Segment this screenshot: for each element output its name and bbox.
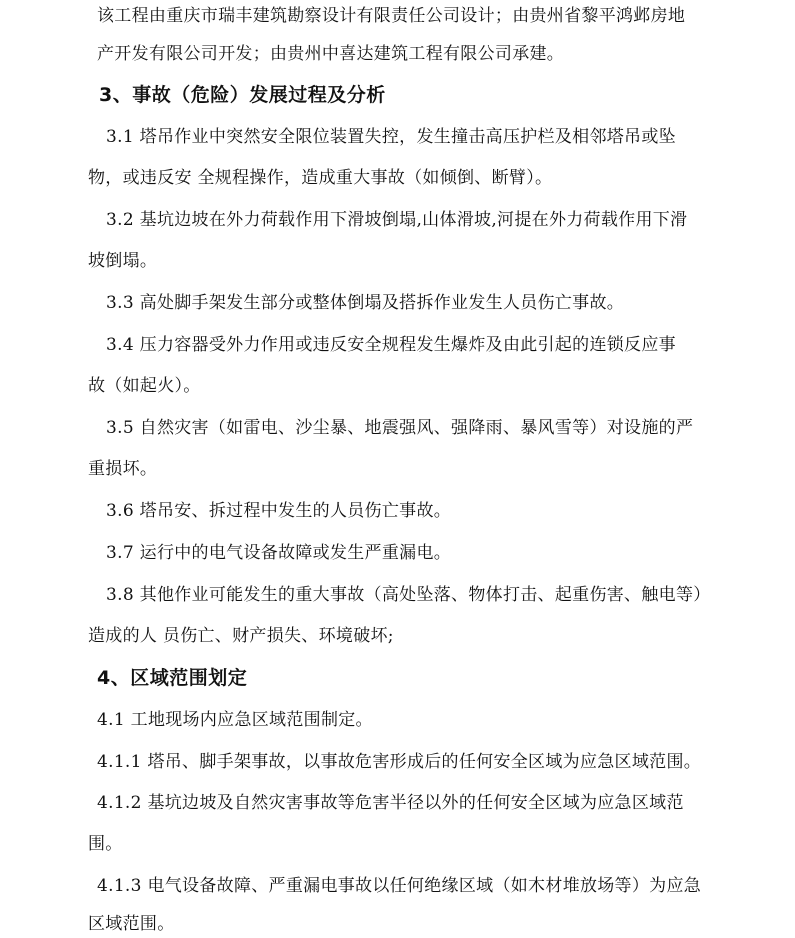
intro-line-1: 该工程由重庆市瑞丰建筑勘察设计有限责任公司设计；由贵州省黎平鸿邺房地: [97, 6, 686, 26]
paragraph-4-1-2-line-1: 4.1.2 基坑边坡及自然灾害事故等危害半径以外的任何安全区域为应急区域范: [97, 793, 684, 813]
paragraph-3-7: 3.7 运行中的电气设备故障或发生严重漏电。: [106, 543, 452, 563]
paragraph-3-4-line-1: 3.4 压力容器受外力作用或违反安全规程发生爆炸及由此引起的连锁反应事: [106, 335, 676, 355]
paragraph-3-4-line-2: 故（如起火）。: [88, 376, 201, 396]
paragraph-3-8-line-1: 3.8 其他作业可能发生的重大事故（高处坠落、物体打击、起重伤害、触电等）: [106, 585, 711, 605]
paragraph-3-5-line-2: 重损坏。: [88, 459, 158, 479]
paragraph-3-1-line-2: 物，或违反安 全规程操作，造成重大事故（如倾倒、断臂）。: [88, 168, 553, 188]
paragraph-3-2-line-1: 3.2 基坑边坡在外力荷载作用下滑坡倒塌,山体滑坡,河提在外力荷载作用下滑: [106, 210, 688, 230]
paragraph-4-1-1: 4.1.1 塔吊、脚手架事故，以事故危害形成后的任何安全区域为应急区域范围。: [97, 752, 702, 772]
paragraph-3-6: 3.6 塔吊安、拆过程中发生的人员伤亡事故。: [106, 501, 452, 521]
paragraph-3-3: 3.3 高处脚手架发生部分或整体倒塌及搭拆作业发生人员伤亡事故。: [106, 293, 625, 313]
paragraph-3-5-line-1: 3.5 自然灾害（如雷电、沙尘暴、地震强风、强降雨、暴风雪等）对设施的严: [106, 418, 694, 438]
paragraph-3-8-line-2: 造成的人 员伤亡、财产损失、环境破坏;: [88, 626, 394, 646]
paragraph-4-1-2-line-2: 围。: [88, 834, 123, 854]
paragraph-3-2-line-2: 坡倒塌。: [88, 251, 158, 271]
paragraph-4-1: 4.1 工地现场内应急区域范围制定。: [97, 710, 373, 730]
section-3-heading: 3、事故（危险）发展过程及分析: [99, 84, 386, 106]
paragraph-4-1-3-line-1: 4.1.3 电气设备故障、严重漏电事故以任何绝缘区域（如木材堆放场等）为应急: [97, 876, 702, 896]
paragraph-3-1-line-1: 3.1 塔吊作业中突然安全限位装置失控，发生撞击高压护栏及相邻塔吊或坠: [106, 127, 676, 147]
intro-line-2: 产开发有限公司开发；由贵州中喜达建筑工程有限公司承建。: [97, 44, 565, 64]
paragraph-4-1-3-line-2: 区域范围。: [88, 914, 175, 934]
section-4-heading: 4、区域范围划定: [97, 667, 248, 689]
